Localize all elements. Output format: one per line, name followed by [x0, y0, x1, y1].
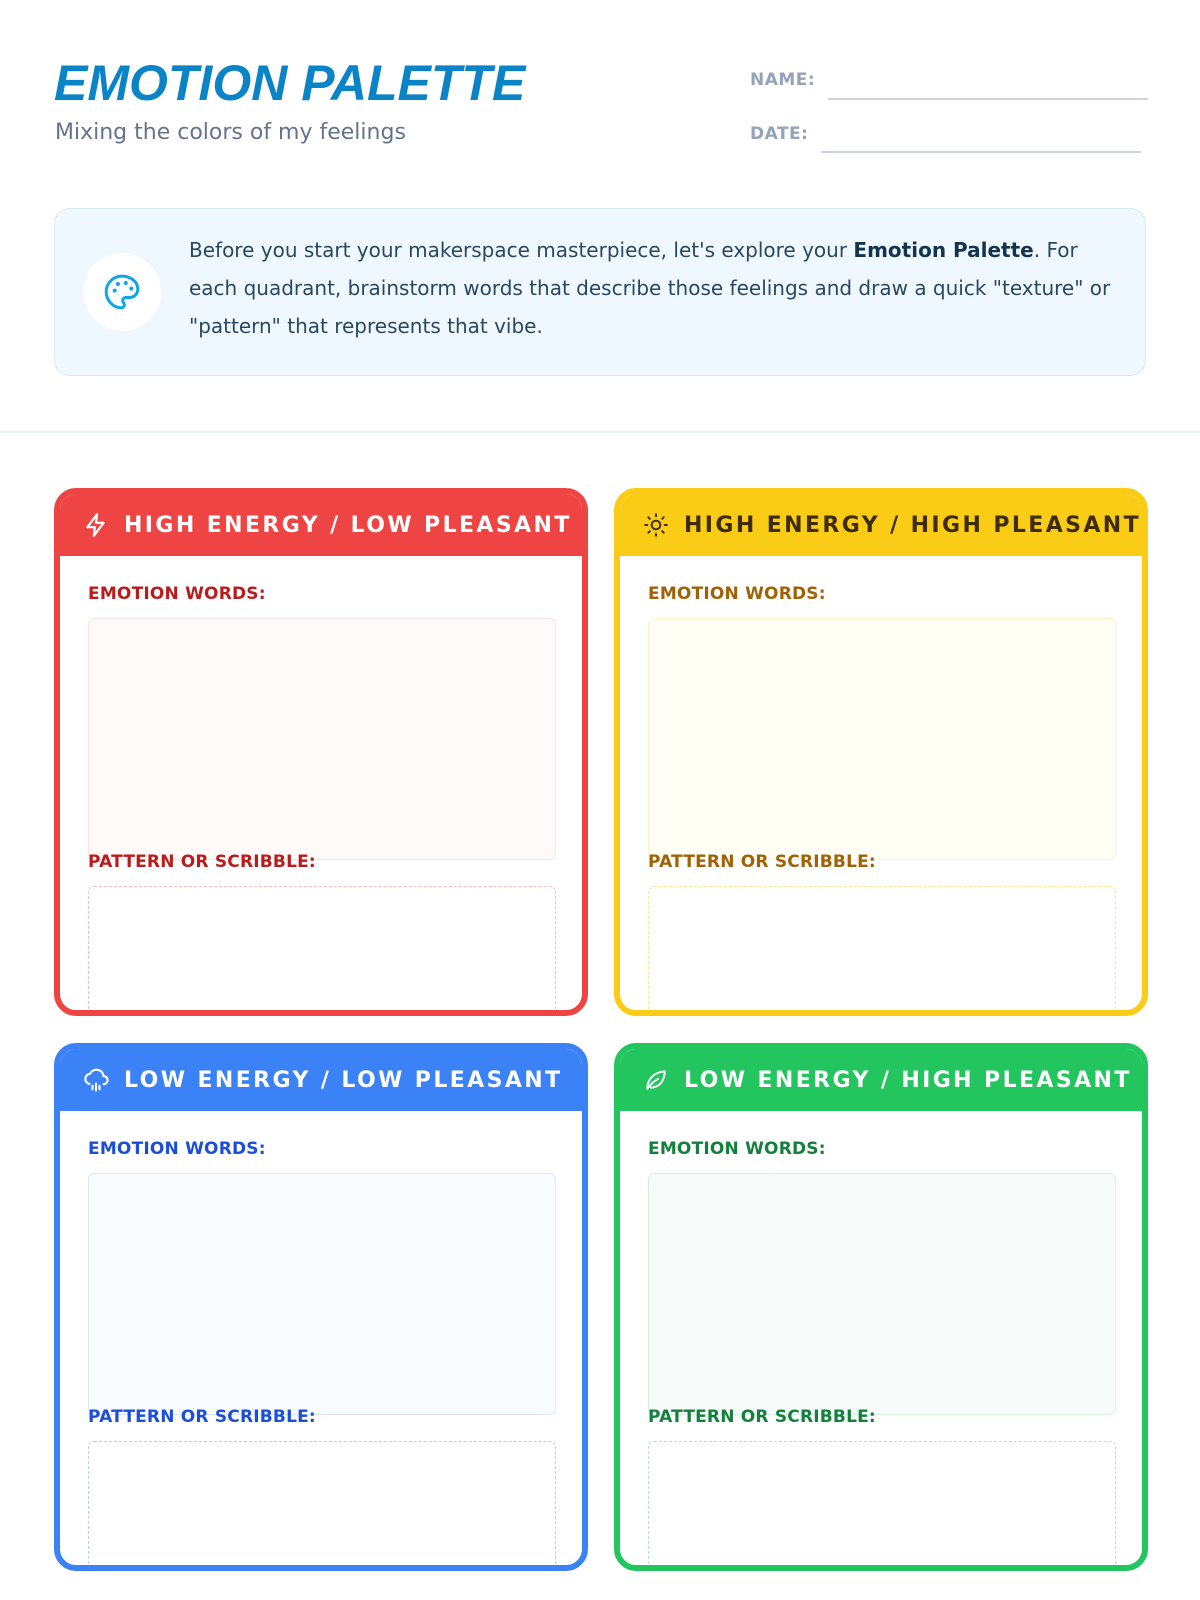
emotion-words-label: EMOTION WORDS: [648, 1139, 826, 1159]
intro-panel [54, 208, 1146, 376]
intro-text: Before you start your makerspace masterpiece, let's explore your Emotion Palette. For each quadrant, brainstorm words that describe those feelings and draw a quick "texture" or "pattern" that represents that vibe. [189, 238, 1111, 338]
quadrant-header [620, 494, 1142, 556]
quadrant-high-energy-high-pleasant [614, 488, 1148, 1016]
quadrant-title: HIGH ENERGY / LOW PLEASANT [124, 512, 572, 538]
emotion-words-label: EMOTION WORDS: [88, 1139, 266, 1159]
palette-icon [83, 253, 161, 331]
quadrant-low-energy-high-pleasant [614, 1043, 1148, 1571]
page-title: EMOTION PALETTE [54, 55, 526, 111]
lightning-icon [82, 511, 110, 539]
pattern-area[interactable] [648, 1441, 1116, 1571]
pattern-label: PATTERN OR SCRIBBLE: [88, 1407, 316, 1427]
quadrant-title: HIGH ENERGY / HIGH PLEASANT [684, 512, 1142, 538]
quadrant-header [60, 494, 582, 556]
leaf-icon [642, 1066, 670, 1094]
date-label: DATE: [750, 124, 809, 144]
quadrant-title: LOW ENERGY / HIGH PLEASANT [684, 1067, 1132, 1093]
rain-cloud-icon [82, 1066, 110, 1094]
quadrant-header [620, 1049, 1142, 1111]
quadrant-low-energy-low-pleasant [54, 1043, 588, 1571]
pattern-area[interactable] [648, 886, 1116, 1016]
page-subtitle: Mixing the colors of my feelings [55, 120, 406, 145]
section-divider [0, 431, 1200, 433]
emotion-words-area[interactable] [88, 618, 556, 860]
sun-icon [642, 511, 670, 539]
pattern-label: PATTERN OR SCRIBBLE: [648, 852, 876, 872]
quadrant-title: LOW ENERGY / LOW PLEASANT [124, 1067, 563, 1093]
pattern-label: PATTERN OR SCRIBBLE: [88, 852, 316, 872]
emotion-words-area[interactable] [648, 618, 1116, 860]
name-label: NAME: [750, 70, 816, 90]
name-field[interactable] [828, 98, 1148, 100]
emotion-words-area[interactable] [648, 1173, 1116, 1415]
quadrant-high-energy-low-pleasant [54, 488, 588, 1016]
pattern-label: PATTERN OR SCRIBBLE: [648, 1407, 876, 1427]
pattern-area[interactable] [88, 1441, 556, 1571]
date-field[interactable] [821, 151, 1141, 153]
quadrant-header [60, 1049, 582, 1111]
emotion-words-label: EMOTION WORDS: [648, 584, 826, 604]
pattern-area[interactable] [88, 886, 556, 1016]
emotion-words-label: EMOTION WORDS: [88, 584, 266, 604]
emotion-words-area[interactable] [88, 1173, 556, 1415]
